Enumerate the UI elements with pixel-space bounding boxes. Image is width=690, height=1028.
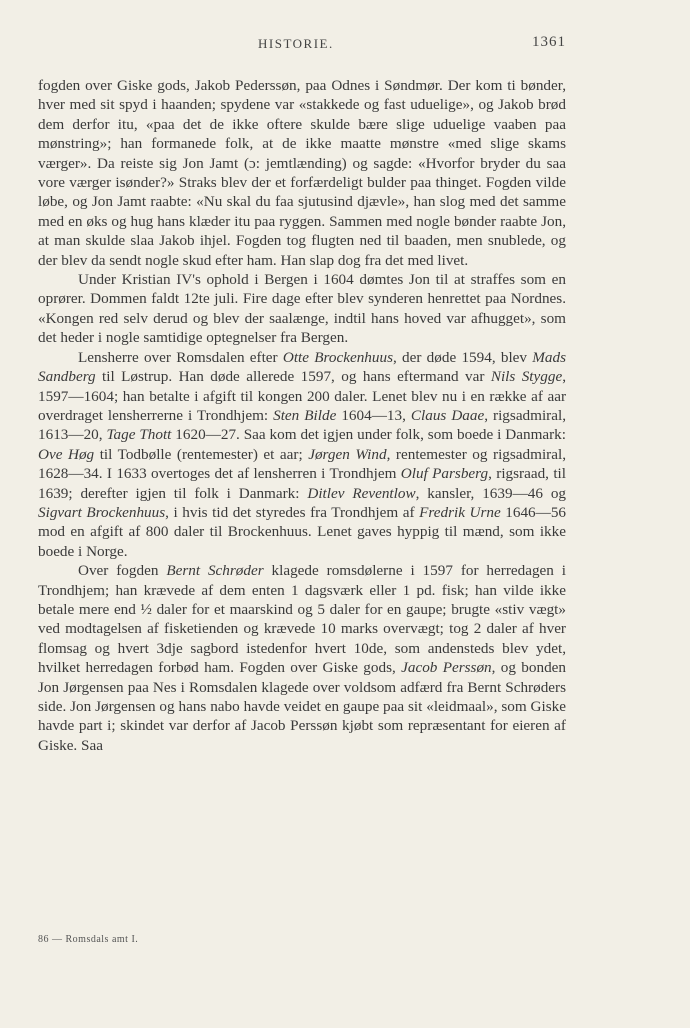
text-run: , kansler, 1639—46 og [415, 484, 567, 502]
italic-name: Ove Høg [38, 445, 95, 463]
text-run: 1620—27. Saa kom det igjen under folk, som boede i Danmark: [171, 426, 566, 444]
paragraph [38, 76, 566, 270]
italic-name: Mads Sandberg [38, 348, 567, 386]
book-page [38, 0, 566, 1028]
text-run: Lensherre over Romsdalen efter [78, 348, 283, 366]
text-run: , rigsraad, til 1639; derefter igjen til folk i Danmark: [38, 465, 566, 502]
italic-name: Sten Bilde [273, 406, 337, 424]
text-run: til Løstrup. Han døde allerede 1597, og hans eftermand var [95, 368, 491, 386]
italic-name: Sigvart Brockenhuus [38, 503, 166, 521]
text-run: Over fogden [78, 562, 167, 580]
text-run: Under Kristian IV's ophold i Bergen i 1604 dømtes Jon til at straffes som en oprører. Dommen faldt 12te juli. Fire dage efter blev synderen henrettet paa Nordnes. «Kongen red selv derud og blev der saalænge, indtil hans hoved var afhugget», som det heder i nogle samtidige optegnelser fra Bergen. [38, 271, 566, 347]
italic-name: Jacob Perssøn [401, 659, 492, 677]
italic-name: Jørgen Wind [308, 445, 387, 463]
text-run: , rigsadmiral, 1613—20, [38, 406, 566, 444]
running-title: HISTORIE. [258, 36, 334, 51]
italic-name: Bernt Schrøder [166, 562, 264, 580]
italic-name: Nils Stygge [490, 368, 563, 386]
text-run: 1646—56 mod en afgift af 800 daler til Brockenhuus. Lenet gaves hyppig til mænd, som ikke boede i Norge. [38, 503, 566, 560]
text-run: , rentemester og rigsadmiral, 1628—34. I 1633 overtoges det af lensherren i Trondhjem [38, 445, 566, 483]
italic-name: Otte Brockenhuus [282, 348, 393, 366]
text-run: , i hvis tid det styredes fra Trondhjem af [165, 503, 420, 521]
italic-name: Claus Daae [410, 406, 485, 424]
paragraph [38, 348, 566, 561]
italic-name: Fredrik Urne [419, 503, 501, 521]
italic-name: Oluf Parsberg [400, 465, 489, 483]
text-run: 1604—13, [336, 406, 411, 424]
paragraph [38, 561, 566, 755]
body-text [38, 76, 566, 755]
paragraph [38, 270, 566, 348]
text-run: klagede romsdølerne i 1597 for herredagen i Trondhjem; han krævede af dem enten 1 dagsværk eller 1 pd. fisk; han vilde ikke betale mere end ½ daler for et maarskind og 5 daler for en gaupe; brugte «stiv vægt» ved modtagelsen af fisketienden og krævede 10 marks overvægt; tog 2 daler af hver flomsag og hvert 3dje sagbord istedenfor hvert 10de, som andensteds blev ydet, hvilket herredagen forbød ham. Fogden over Giske gods, [38, 562, 566, 677]
text-run: fogden over Giske gods, Jakob Pederssøn, paa Odnes i Søndmør. Der kom ti bønder, hver med sit spyd i haanden; spydene var «stakkede og fast uduelige», og Jakob brød dem derfor itu, «paa det de ikke oftere skulde bære slige uduelige vaaben paa mønstring»; han formanede folk, at de ikke maatte mønstre «med slige skams værger». Da reiste sig Jon Jamt (ɔ: jemtlænding) og sagde: «Hvorfor bryder du saa vore værger isønder?» Straks blev der et forfærdeligt bulder paa thinget. Fogden vilde løbe, og Jon Jamt raabte: «Nu skal du faa sjutusind djævle», han slog med det samme med en øks og hug hans klæder itu paa ryggen. Sammen med nogle bønder raabte Jon, at man skulde slaa Jakob ihjel. Fogden tog flugten ned til baaden, men snublede, og der blev da sendt nogle skud efter ham. Han slap dog fra det med livet. [38, 77, 566, 269]
text-run: , og bonden Jon Jørgensen paa Nes i Romsdalen klagede over voldsom adfærd fra Bernt Schrøders side. Jon Jørgensen og hans nabo havde veidet en gaupe paa sit «leidmaal», som Giske havde part i; skindet var derfor af Jacob Perssøn kjøbt som repræsentant for eieren af Giske. Saa [38, 659, 566, 754]
text-run: til Todbølle (rentemester) et aar; [94, 445, 309, 463]
text-run: , 1597—1604; han betalte i afgift til kongen 200 daler. Lenet blev nu i en række af aar overdraget lensherrerne i Trondhjem: [38, 368, 566, 424]
signature-mark: 86 — Romsdals amt I. [38, 934, 139, 945]
italic-name: Ditlev Reventlow [307, 484, 416, 502]
page-header [38, 36, 566, 56]
page-number: 1361 [532, 34, 566, 50]
text-run: , der døde 1594, blev [392, 348, 533, 366]
italic-name: Tage Thott [106, 426, 172, 444]
